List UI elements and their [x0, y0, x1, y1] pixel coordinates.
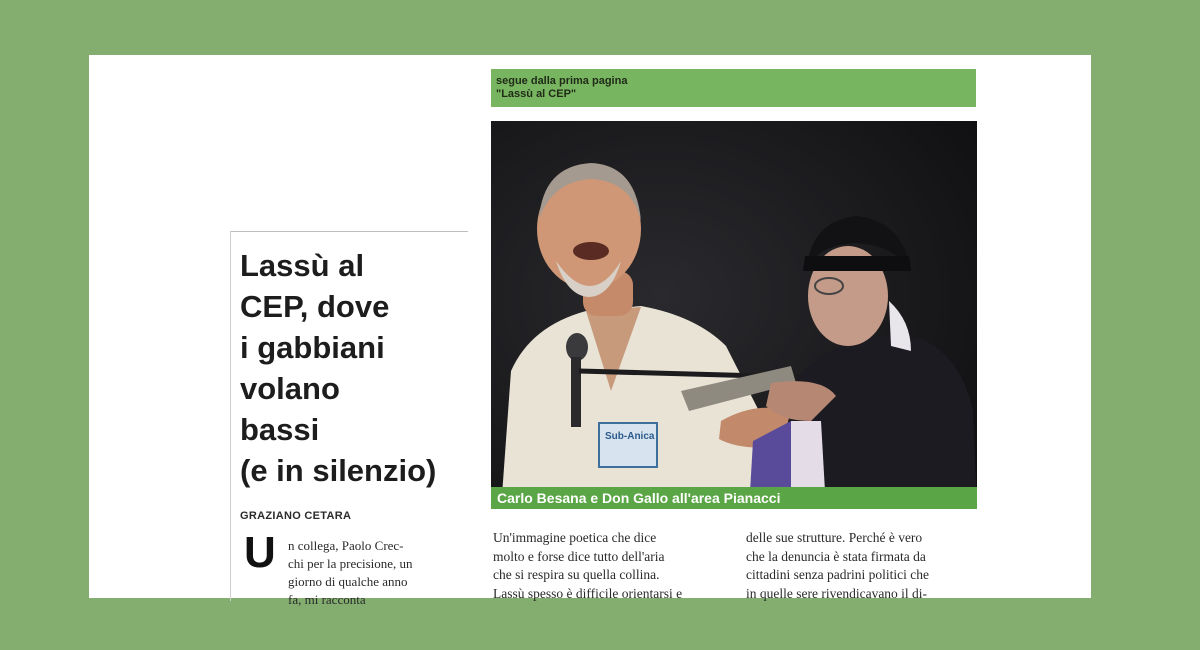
kicker-line-1: segue dalla prima pagina	[496, 75, 628, 87]
photo-caption-band	[491, 487, 977, 509]
article-column-2	[493, 529, 725, 603]
kicker-line-2: "Lassù al CEP"	[496, 88, 577, 100]
photo-caption: Carlo Besana e Don Gallo all'area Pianacci	[497, 490, 781, 506]
article-column-1	[288, 537, 468, 609]
headline-line: Lassù al	[240, 248, 365, 283]
headline-line: (e in silenzio)	[240, 453, 437, 488]
byline: GRAZIANO CETARA	[240, 510, 352, 522]
text-line: Lassù spesso è difficile orientarsi e	[493, 585, 683, 601]
headline-box	[228, 231, 470, 607]
name-badge	[599, 423, 657, 467]
headline-line: CEP, dove	[240, 289, 390, 324]
text-line: che la denuncia è stata firmata da	[746, 548, 926, 564]
photo-illustration	[491, 121, 977, 509]
article-headline	[240, 245, 476, 491]
microphone	[566, 333, 588, 361]
text-line: in quelle sere rivendicavano il di-	[746, 585, 928, 601]
newspaper-page	[89, 55, 1091, 607]
article-column-3	[746, 529, 978, 603]
badge-text: Sub-Anica	[605, 431, 655, 442]
text-line: giorno di qualche anno	[288, 574, 408, 589]
text-line: n collega, Paolo Crec-	[288, 538, 404, 553]
headline-line: bassi	[240, 412, 320, 447]
text-line: che si respira su quella collina.	[493, 567, 660, 582]
news-photo	[491, 121, 977, 509]
headline-rule	[230, 231, 468, 232]
text-line: Un'immagine poetica che dice	[493, 530, 657, 545]
headline-line: i gabbiani	[240, 330, 385, 365]
text-line: delle sue strutture. Perché è vero	[746, 530, 923, 545]
text-line: chi per la precisione, un	[288, 556, 413, 571]
kicker-band	[491, 69, 976, 107]
text-line: molto e forse dice tutto dell'aria	[493, 548, 665, 564]
drop-cap: U	[244, 528, 276, 577]
text-line: cittadini senza padrini politici che	[746, 567, 929, 582]
text-line: fa, mi racconta	[288, 592, 366, 607]
headline-line: volano	[240, 371, 340, 406]
column-rule	[230, 231, 231, 601]
